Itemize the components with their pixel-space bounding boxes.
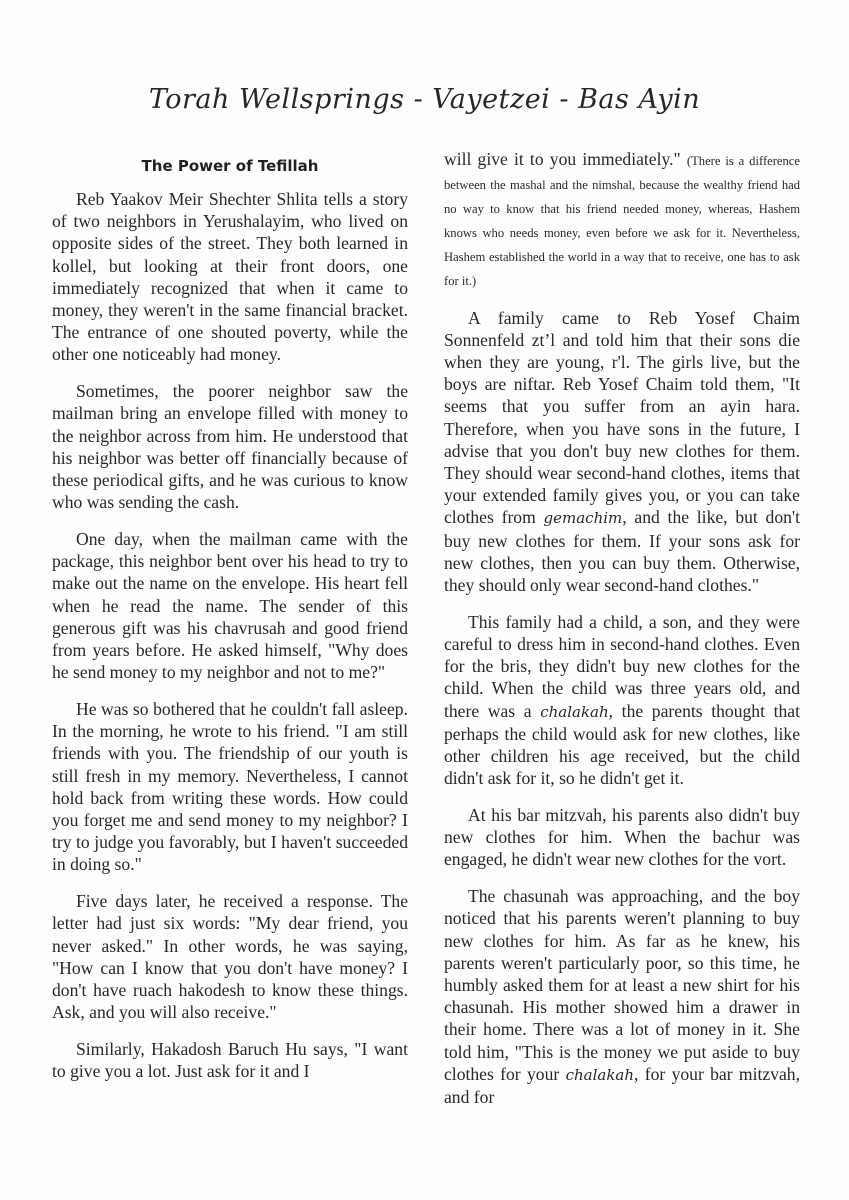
italic-term: chalakah	[540, 702, 609, 721]
right-column	[444, 148, 800, 1123]
paragraph-text: , and the like, but don't buy new clothes for them. If your sons ask for new clothes, then you can buy them. Otherwise, they should only wear second-hand clothes."	[444, 507, 800, 596]
paragraph: He was so bothered that he couldn't fall asleep. In the morning, he wrote to his friend. "I am still friends with you. The friendship of our youth is still fresh in my memory. Nevertheless, I cannot hold back from writing these words. How could you forget me and send money to my neighbor? I try to judge you favorably, but I haven't succeeded in doing so."	[52, 699, 408, 875]
section-heading: The Power of Tefillah	[141, 157, 319, 175]
paragraph-text: , for your bar mitzvah, and for	[444, 1063, 800, 1108]
page-title: Torah Wellsprings - Vayetzei - Bas Ayin	[148, 84, 701, 115]
paragraph-continuation	[444, 148, 800, 292]
paragraph-text: This family had a child, a son, and they were careful to dress him in second-hand clothes. Even for the bris, they didn't buy new clothes for the child. When the child was three years old, and there was a	[444, 611, 800, 721]
italic-term: chalakah	[565, 1065, 635, 1084]
paragraph: Sometimes, the poorer neighbor saw the mailman bring an envelope filled with money to the neighbor across from him. He understood that his neighbor was better off financially because of these periodical gifts, and he was curious to know who was sending the cash.	[52, 381, 408, 513]
paragraph	[444, 611, 800, 790]
paragraph: Reb Yaakov Meir Shechter Shlita tells a story of two neighbors in Yerushalayim, who lived on opposite sides of the street. They both learned in kollel, but looking at their front doors, one immediately recognized that when it came to money, they weren't in the same financial bracket. The entrance of one shouted poverty, while the other one noticeably had money.	[52, 189, 408, 365]
paragraph	[444, 307, 800, 597]
paragraph-text: , the parents thought that perhaps the child would ask for new clothes, like other children his age received, but the child didn't ask for it, so he didn't get it.	[444, 700, 800, 789]
paragraph-text: A family came to Reb Yosef Chaim Sonnenfeld zt’l and told him that their sons die when they are young, r'l. The girls live, but the boys are niftar. Reb Yosef Chaim told them, "It seems that you suffer from an ayin hara. Therefore, when you have sons in the future, I advise that you don't buy new clothes for them. They should wear second-hand clothes, items that your extended family gives you, or you can take clothes from	[444, 307, 800, 528]
paragraph-text: The chasunah was approaching, and the boy noticed that his parents weren't planning to buy new clothes for him. As far as he knew, his parents weren't particularly poor, so this time, he humbly asked them for at least a new shirt for his chasunah. His mother showed him a drawer in their home. There was a lot of money in it. She told him, "This is the money we put aside to buy clothes for your	[444, 886, 800, 1084]
paragraph: At his bar mitzvah, his parents also didn't buy new clothes for him. When the bachur was engaged, he didn't wear new clothes for the vort.	[444, 805, 800, 870]
paragraph	[444, 885, 800, 1108]
continuation-text: will give it to you immediately."	[444, 149, 681, 169]
parenthetical-note: (There is a difference between the mashal and the nimshal, because the wealthy friend had no way to know that his friend needed money, whereas, Hashem knows who needs money, even before we ask for it. Nevertheless, Hashem established the world in a way that to receive, one has to ask for it.)	[444, 154, 800, 288]
italic-term: gemachim	[543, 509, 623, 528]
paragraph: Five days later, he received a response. The letter had just six words: "My dear friend, you never asked." In other words, he was saying, "How can I know that you don't have money? I don't have ruach hakodesh to know these things. Ask, and you will also receive."	[52, 891, 408, 1023]
paragraph: Similarly, Hakadosh Baruch Hu says, "I want to give you a lot. Just ask for it and I	[52, 1039, 408, 1082]
left-column	[52, 148, 408, 1097]
paragraph: One day, when the mailman came with the package, this neighbor bent over his head to try to make out the name on the envelope. His heart fell when he read the name. The sender of this generous gift was his chavrusah and good friend from years before. He asked himself, "Why does he send money to my neighbor and not to me?"	[52, 529, 408, 683]
